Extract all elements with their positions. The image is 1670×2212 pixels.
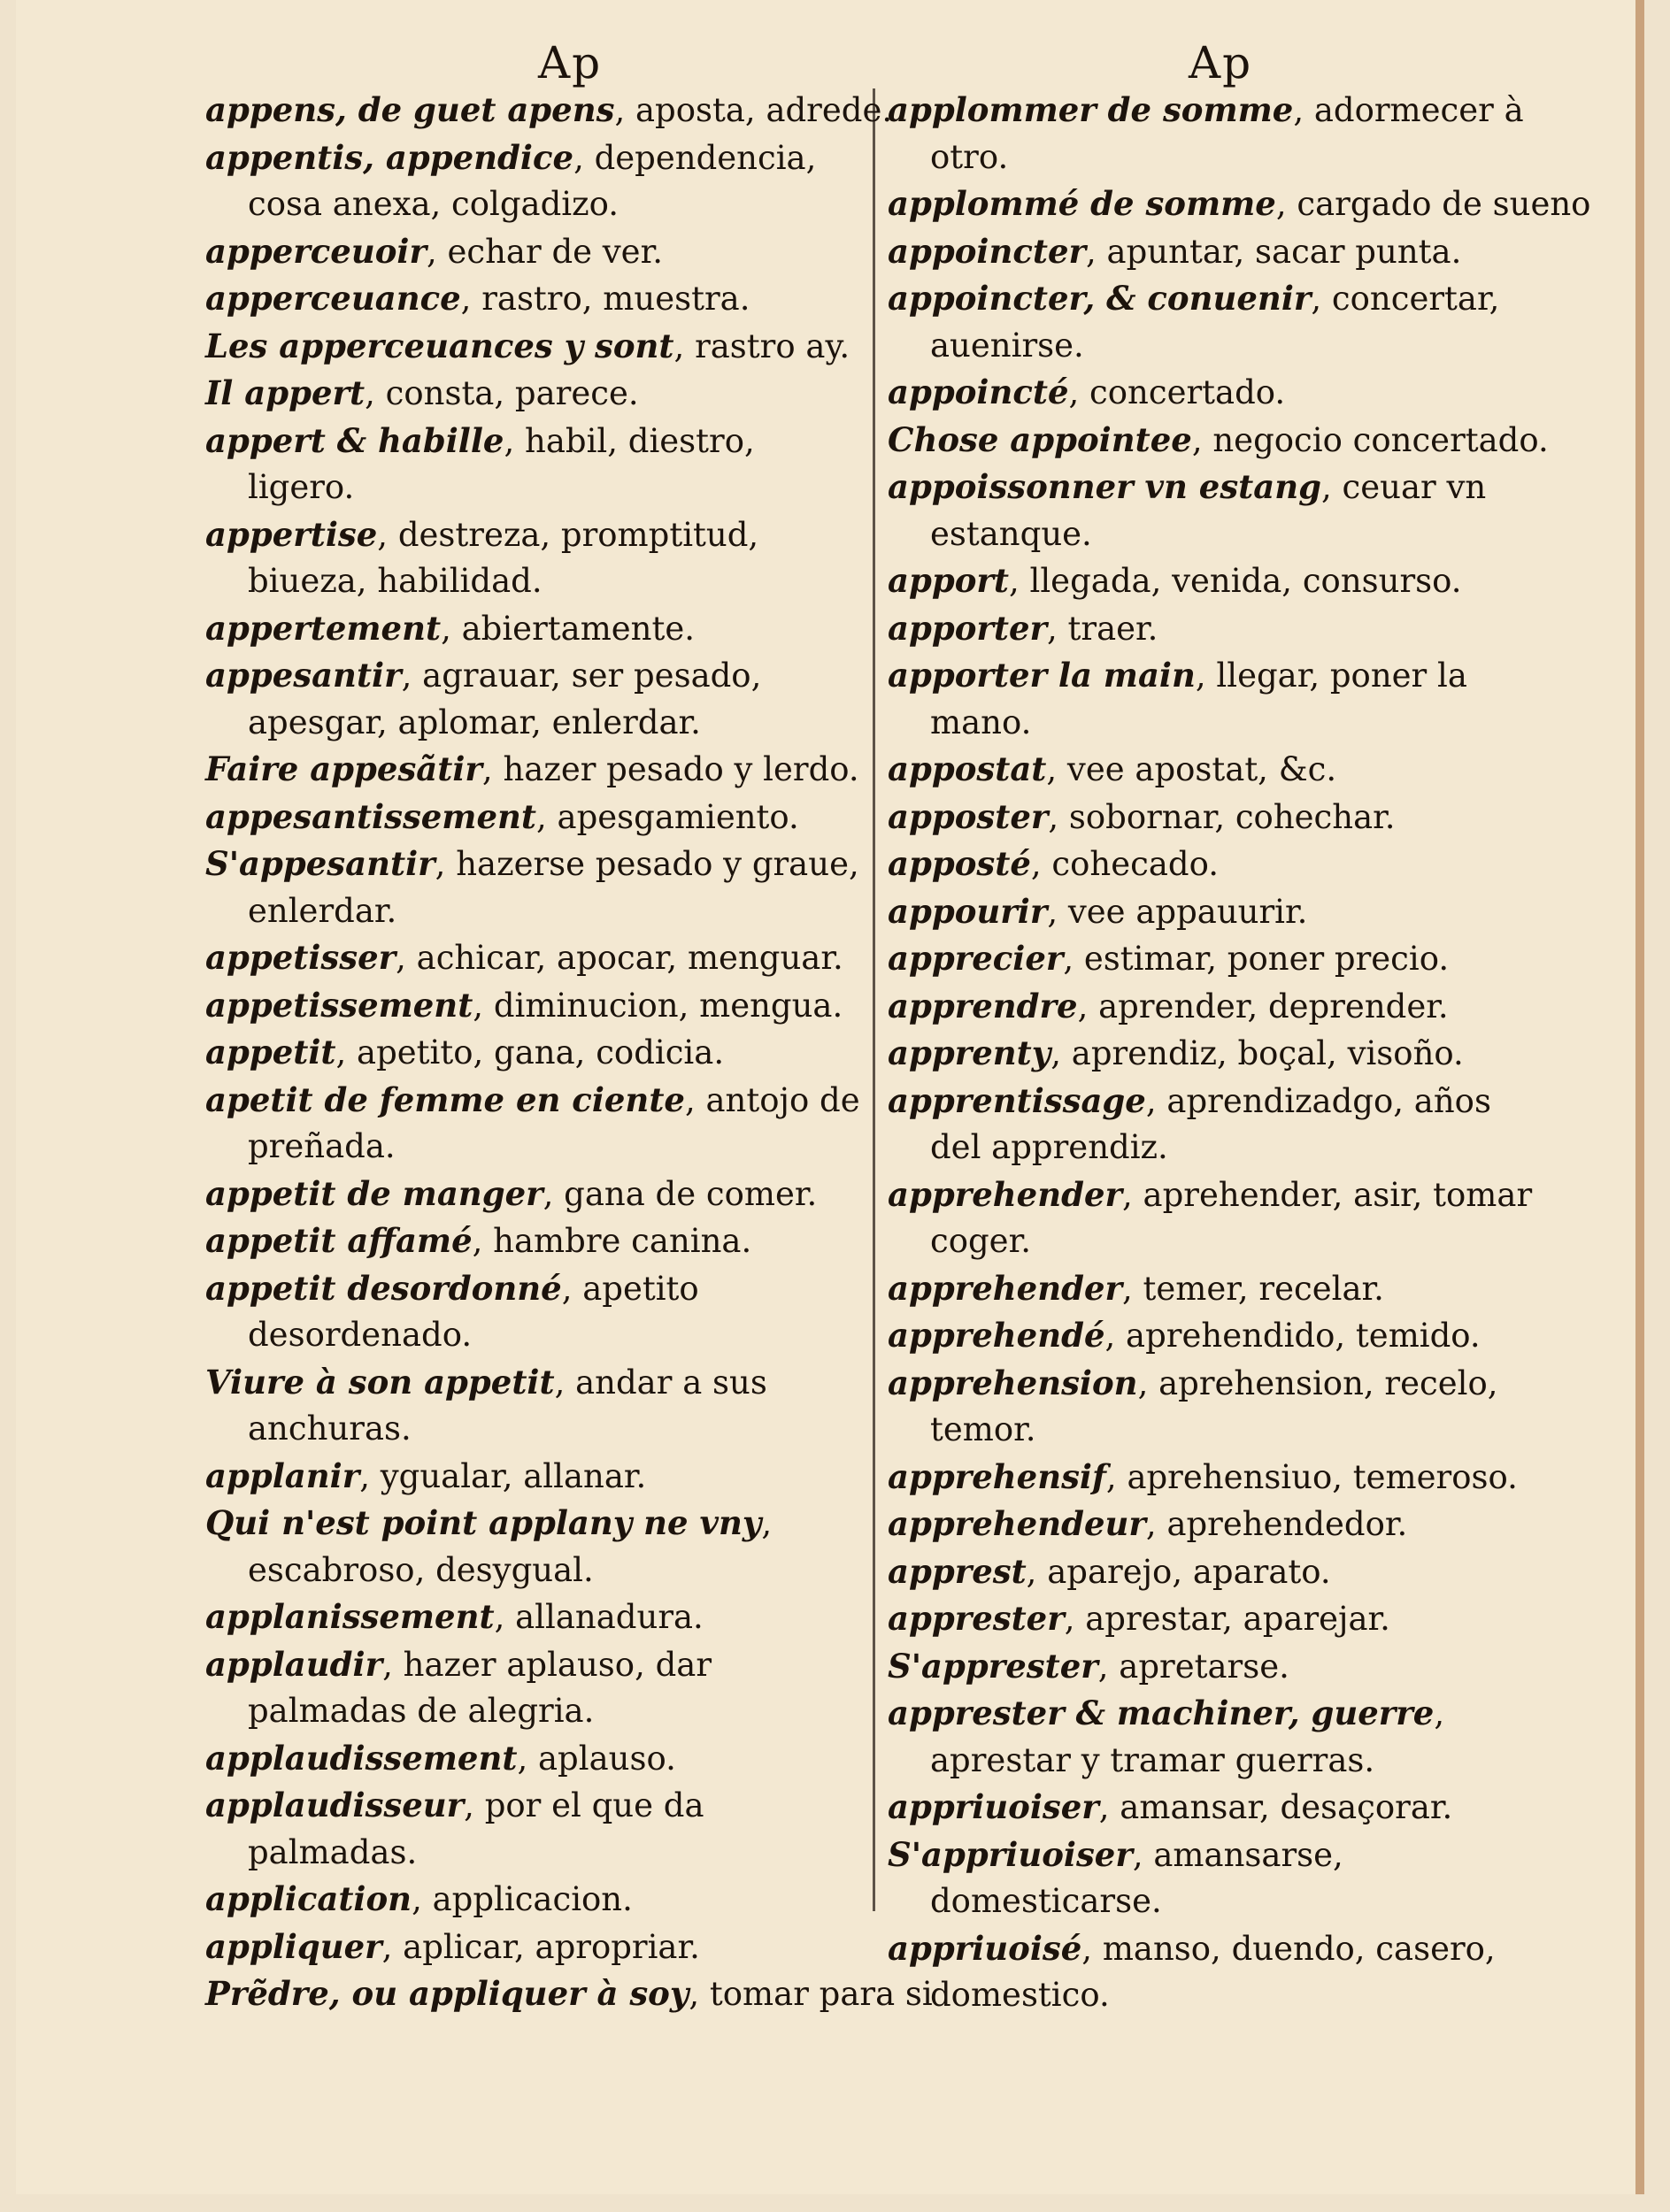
column-divider [873, 88, 875, 1911]
dictionary-entry: apporter la main, llegar, poner la mano. [888, 656, 1467, 741]
dictionary-entry: appliquer, aplicar, apropriar. [205, 1926, 700, 1966]
left-running-head: Ap [538, 37, 603, 88]
dictionary-entry: apprenty, aprendiz, boçal, visoño. [888, 1033, 1464, 1072]
dictionary-entry: appens, de guet apens, aposta, adrede. [205, 90, 893, 129]
dictionary-entry: appriuoiser, amansar, desaçorar. [888, 1787, 1453, 1826]
dictionary-entry: applaudisseur, por el que da palmadas. [205, 1786, 704, 1871]
dictionary-entry: appostat, vee apostat, &c. [888, 749, 1337, 788]
dictionary-entry: Faire appesãtir, hazer pesado y lerdo. [205, 749, 859, 788]
dictionary-entry: apprester, aprestar, aparejar. [888, 1599, 1390, 1638]
dictionary-entry: Il appert, consta, parece. [205, 373, 639, 412]
dictionary-entry: apprentissage, aprendizadgo, años del apprendiz. [888, 1080, 1491, 1166]
dictionary-entry: appoissonner vn estang, ceuar vn estanque. [888, 467, 1487, 553]
dictionary-entry: apperceuoir, echar de ver. [205, 231, 663, 271]
dictionary-entry: appert & habille, habil, diestro, ligero. [205, 420, 755, 506]
dictionary-entry: Qui n'est point applany ne vny, escabroso, desygual. [205, 1503, 773, 1589]
dictionary-entry: appentis, appendice, dependencia, cosa anexa, colgadizo. [205, 137, 817, 223]
dictionary-entry: appetit desordonné, apetito desordenado. [205, 1268, 699, 1354]
dictionary-entry: appertise, destreza, promptitud, biueza, habilidad. [205, 514, 759, 600]
dictionary-entry: applanissement, allanadura. [205, 1597, 704, 1636]
dictionary-entry: appetisser, achicar, apocar, menguar. [205, 938, 843, 977]
dictionary-entry: appetit de manger, gana de comer. [205, 1173, 818, 1213]
dictionary-entry: appoincté, concertado. [888, 373, 1286, 411]
dictionary-entry: apprecier, estimar, poner precio. [888, 939, 1450, 978]
dictionary-entry: appourir, vee appauurir. [888, 891, 1308, 931]
dictionary-entry: apprehension, aprehension, recelo, temor. [888, 1363, 1498, 1448]
dictionary-entry: Chose appointee, negocio concertado. [888, 419, 1549, 459]
dictionary-entry: apprehensif, aprehensiuo, temeroso. [888, 1456, 1518, 1496]
dictionary-entry: S'appesantir, hazerse pesado y graue, enlerdar. [205, 844, 859, 930]
dictionary-entry: apprendre, aprender, deprender. [888, 986, 1449, 1025]
dictionary-entry: appetissement, diminucion, mengua. [205, 985, 843, 1025]
dictionary-entry: apprehendé, aprehendido, temido. [888, 1316, 1481, 1355]
dictionary-entry: appetit affamé, hambre canina. [205, 1221, 752, 1260]
dictionary-entry: appetit, apetito, gana, codicia. [205, 1033, 725, 1071]
dictionary-entry: apprehender, aprehender, asir, tomar coger. [888, 1174, 1533, 1260]
right-column [888, 87, 1591, 2019]
dictionary-entry: Prẽdre, ou appliquer à soy, tomar para si [205, 1974, 933, 2013]
dictionary-entry: applaudir, hazer aplauso, dar palmadas de alegria. [205, 1644, 712, 1730]
dictionary-entry: appesantissement, apesgamiento. [205, 796, 799, 836]
dictionary-entry: application, applicacion. [205, 1879, 633, 1918]
dictionary-entry: apporter, traer. [888, 608, 1158, 648]
dictionary-entry: apprester & machiner, guerre, aprestar y tramar guerras. [888, 1694, 1445, 1779]
dictionary-entry: applanir, ygualar, allanar. [205, 1455, 647, 1495]
dictionary-entry: apposté, cohecado. [888, 844, 1219, 883]
dictionary-entry: applommer de somme, adormecer à otro. [888, 90, 1524, 176]
dictionary-entry: appriuoisé, manso, duendo, casero, domestico. [888, 1928, 1496, 2014]
dictionary-entry: apetit de femme en ciente, antojo de preñada. [205, 1079, 860, 1165]
dictionary-entry: applommé de somme, cargado de sueno [888, 184, 1591, 223]
dictionary-entry: apport, llegada, venida, consurso. [888, 561, 1462, 600]
dictionary-entry: appoincter, & conuenir, concertar, auenirse. [888, 279, 1500, 365]
dictionary-entry: apposter, sobornar, cohechar. [888, 796, 1396, 836]
right-running-head: Ap [1189, 37, 1253, 88]
dictionary-entry: S'appriuoiser, amansarse, domesticarse. [888, 1834, 1343, 1920]
dictionary-entry: Les apperceuances y sont, rastro ay. [205, 326, 850, 365]
dictionary-entry: appesantir, agrauar, ser pesado, apesgar, aplomar, enlerdar. [205, 656, 762, 741]
dictionary-entry: appoincter, apuntar, sacar punta. [888, 231, 1462, 271]
dictionary-entry: apperceuance, rastro, muestra. [205, 279, 750, 318]
dictionary-entry: applaudissement, aplauso. [205, 1738, 676, 1778]
dictionary-entry: apprest, aparejo, aparato. [888, 1551, 1331, 1591]
dictionary-entry: apprehender, temer, recelar. [888, 1268, 1384, 1308]
dictionary-entry: apprehendeur, aprehendedor. [888, 1504, 1408, 1543]
dictionary-entry: S'apprester, apretarse. [888, 1646, 1289, 1686]
left-column [205, 87, 933, 2018]
dictionary-entry: Viure à son appetit, andar a sus anchuras. [205, 1362, 767, 1448]
dictionary-entry: appertement, abiertamente. [205, 608, 696, 648]
